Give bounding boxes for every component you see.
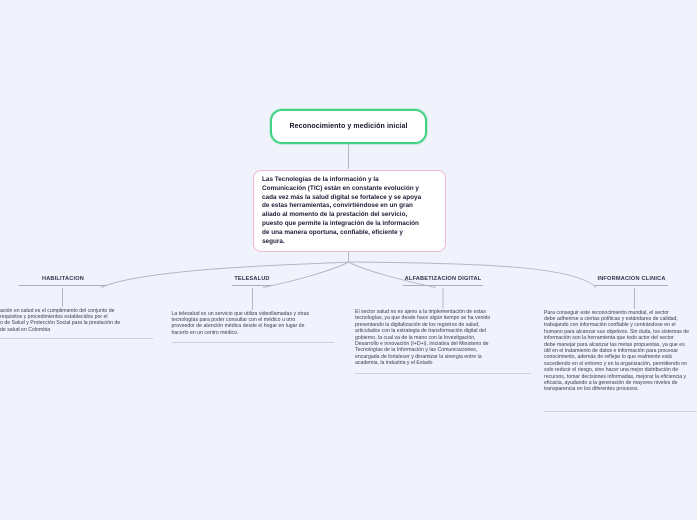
- overview-note-node[interactable]: [253, 170, 446, 252]
- overview-note-text: Las Tecnologías de la información y la Comunicación (TIC) están en constante evolución y cada vez más la salud digital se fortalece y se apoya de estas herramientas, convirtiéndose en un gran aliado al momento de la prestación del servicio, puesto que permite la integración de la información de una manera oportuna, confiable, eficiente y segura.: [262, 176, 422, 245]
- branch-informacion-clinica-text[interactable]: Para conseguir este reconocimiento mundial, el sector debe adherirse a ciertas políticas y estándares de calidad, trabajando con información confiable y centrándose en el humano para alcanzar sus objetivos. Sin duda, los sistemas de información son la herramienta que todo actor del sector debe manejar para alcanzar las metas propuestas, ya que es útil en el tratamiento de datos e información para procesar conocimiento, además de reflejar lo que realmente está sucediendo en el entorno y en la organización, permitiendo no solo reducir el riesgo, sino hacer una mejor distribución de recursos, tomar decisiones informadas, mejorar la eficiencia y eficacia, ayudando a la generación de mayores niveles de transparencia en los diferentes procesos.: [544, 310, 697, 412]
- root-topic-node[interactable]: [270, 109, 427, 144]
- branch-informacion-clinica-label[interactable]: INFORMACION CLINICA: [595, 276, 668, 287]
- branch-habilitacion-label[interactable]: HABILITACION: [19, 276, 107, 287]
- branch-habilitacion-text[interactable]: ación en salud es el cumplimiento del conjunto de requisitos y procedimientos establecidos por el o de Salud y Protección Social para la prestación de de salud en Colombia: [0, 308, 153, 340]
- branch-alfabetizacion-digital-label[interactable]: ALFABETIZACION DIGITAL: [403, 276, 483, 287]
- branch-alfabetizacion-digital-text[interactable]: El sector salud no es ajeno a la implementación de estas tecnologías, ya que desde hace algún tiempo se ha venido presentando la digitalización de los registros de salud, articulados con la estrategia de transformación digital del gobierno, la cual va de la mano con la Investigación, Desarrollo e innovación (I+D+i), iniciativa del Ministerio de Tecnologías de la Información y las Comunicaciones, encargada de fortalecer y dinamizar la sinergia entre la academia, la industria y el Estado: [355, 309, 531, 374]
- root-topic-label: Reconocimiento y medición inicial: [289, 123, 408, 130]
- branch-telesalud-text[interactable]: La telesalud es un servicio que utiliza videollamadas y otras tecnologías para poder consultar con el médico u otro proveedor de atención médica desde el hogar en lugar de hacerlo en un centro médico.: [172, 311, 334, 344]
- branch-telesalud-label[interactable]: TELESALUD: [232, 276, 272, 287]
